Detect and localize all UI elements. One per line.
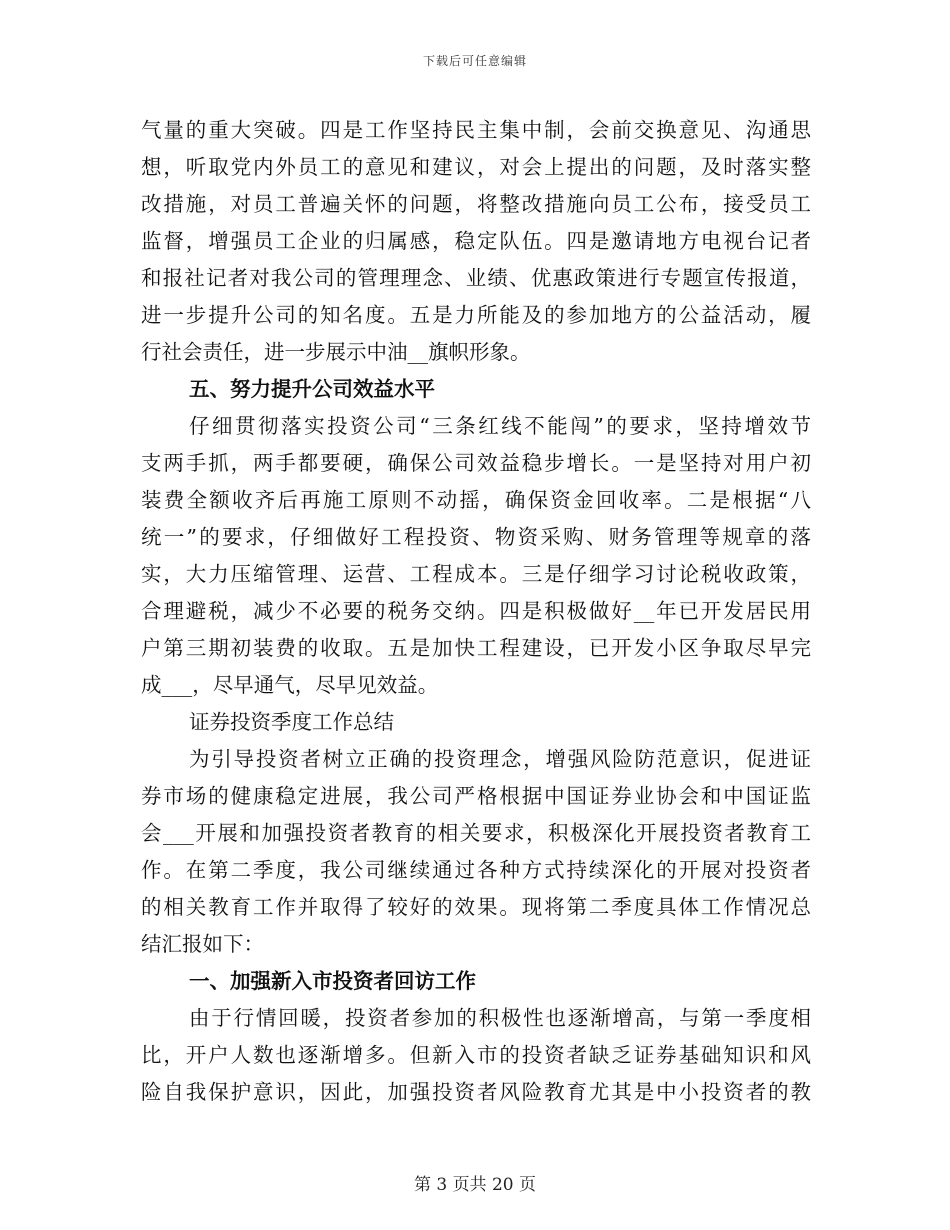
body-line: 仔细贯彻落实投资公司“三条红线不能闯”的要求，坚持增效节 xyxy=(189,414,811,438)
body-line: 合理避税，减少不必要的税务交纳。四是积极做好__年已开发居民用 xyxy=(141,599,811,623)
page-header: 下载后可任意编辑 xyxy=(422,54,527,68)
body-line: 比，开户人数也逐渐增多。但新入市的投资者缺乏证券基础知识和风 xyxy=(141,1043,811,1067)
body-line: 支两手抓，两手都要硬，确保公司效益稳步增长。一是坚持对用户初 xyxy=(141,451,811,475)
body-line: 的相关教育工作并取得了较好的效果。现将第二季度具体工作情况总 xyxy=(141,895,811,919)
body-line: 装费全额收齐后再施工原则不动摇，确保资金回收率。二是根据“八 xyxy=(141,488,811,512)
body-line: 券市场的健康稳定进展，我公司严格根据中国证券业协会和中国证监 xyxy=(141,784,811,808)
body-line: 由于行情回暖，投资者参加的积极性也逐渐增高，与第一季度相 xyxy=(189,1006,811,1030)
body-line: 成___，尽早通气，尽早见效益。 xyxy=(141,673,439,697)
body-line: 和报社记者对我公司的管理理念、业绩、优惠政策进行专题宣传报道， xyxy=(141,266,811,290)
section-heading: 一、加强新入市投资者回访工作 xyxy=(189,969,476,993)
body-line: 为引导投资者树立正确的投资理念，增强风险防范意识，促进证 xyxy=(189,747,811,771)
body-line: 监督，增强员工企业的归属感，稳定队伍。四是邀请地方电视台记者 xyxy=(141,229,811,253)
body-line: 进一步提升公司的知名度。五是力所能及的参加地方的公益活动，履 xyxy=(141,303,811,327)
document-body xyxy=(141,112,811,1111)
body-line: 统一”的要求，仔细做好工程投资、物资采购、财务管理等规章的落 xyxy=(141,525,811,549)
body-line: 想，听取党内外员工的意见和建议，对会上提出的问题，及时落实整 xyxy=(141,155,811,179)
body-line: 气量的重大突破。四是工作坚持民主集中制，会前交换意见、沟通思 xyxy=(141,118,811,142)
body-line: 结汇报如下： xyxy=(141,932,264,956)
body-line: 险自我保护意识，因此，加强投资者风险教育尤其是中小投资者的教 xyxy=(141,1080,811,1104)
body-line: 户第三期初装费的收取。五是加快工程建设，已开发小区争取尽早完 xyxy=(141,636,811,660)
body-line: 实，大力压缩管理、运营、工程成本。三是仔细学习讨论税收政策， xyxy=(141,562,811,586)
body-line: 作。在第二季度，我公司继续通过各种方式持续深化的开展对投资者 xyxy=(141,858,811,882)
body-line: 行社会责任，进一步展示中油__旗帜形象。 xyxy=(141,340,531,364)
body-line: 会___开展和加强投资者教育的相关要求，积极深化开展投资者教育工 xyxy=(141,821,811,845)
document-title: 证券投资季度工作总结 xyxy=(189,710,394,734)
section-heading: 五、努力提升公司效益水平 xyxy=(189,377,435,401)
body-line: 改措施，对员工普遍关怀的问题，将整改措施向员工公布，接受员工 xyxy=(141,192,811,216)
page-footer: 第 3 页共 20 页 xyxy=(413,1175,537,1195)
